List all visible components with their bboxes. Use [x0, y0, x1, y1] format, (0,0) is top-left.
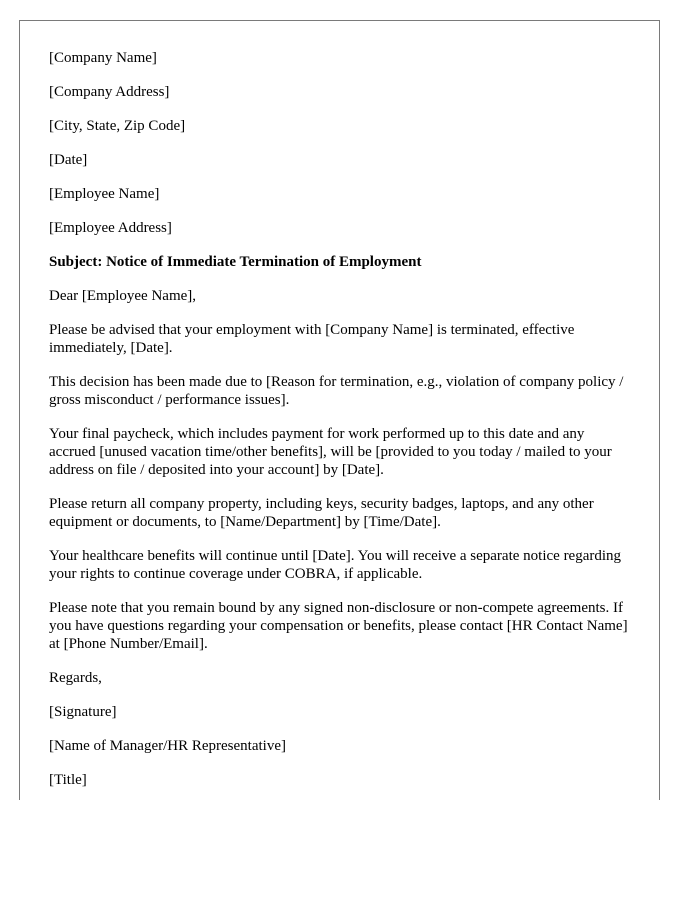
- employee-name: [Employee Name]: [49, 186, 160, 202]
- signer-name: [Name of Manager/HR Representative]: [49, 738, 286, 754]
- signature: [Signature]: [49, 704, 117, 720]
- body-paragraph: Please be advised that your employment with [Company Name] is terminated, effective immediately, [Date].: [49, 322, 575, 356]
- letter-page: [19, 20, 660, 800]
- city-state-zip: [City, State, Zip Code]: [49, 118, 186, 134]
- salutation: Dear [Employee Name],: [49, 288, 197, 304]
- body-paragraph: Your healthcare benefits will continue until [Date]. You will receive a separate notice regarding your rights to continue coverage under COBRA, if applicable.: [49, 548, 622, 582]
- subject-line: Subject: Notice of Immediate Termination of Employment: [49, 254, 422, 270]
- company-address: [Company Address]: [49, 84, 170, 100]
- signer-title: [Title]: [49, 772, 87, 788]
- closing: Regards,: [49, 670, 102, 686]
- employee-address: [Employee Address]: [49, 220, 172, 236]
- body-paragraph: This decision has been made due to [Reason for termination, e.g., violation of company policy / gross misconduct / performance issues].: [49, 374, 624, 408]
- letter-date: [Date]: [49, 152, 88, 168]
- body-paragraph: Please return all company property, including keys, security badges, laptops, and any other equipment or documents, to [Name/Department] by [Time/Date].: [49, 496, 594, 530]
- company-name: [Company Name]: [49, 50, 157, 66]
- body-paragraph: Please note that you remain bound by any signed non-disclosure or non-compete agreements. If you have questions regarding your compensation or benefits, please contact [HR Contact Name] at [Phone Number/Email].: [49, 600, 628, 652]
- body-paragraph: Your final paycheck, which includes payment for work performed up to this date and any accrued [unused vacation time/other benefits], will be [provided to you today / mailed to your address on file / deposited into your account] by [Date].: [49, 426, 612, 478]
